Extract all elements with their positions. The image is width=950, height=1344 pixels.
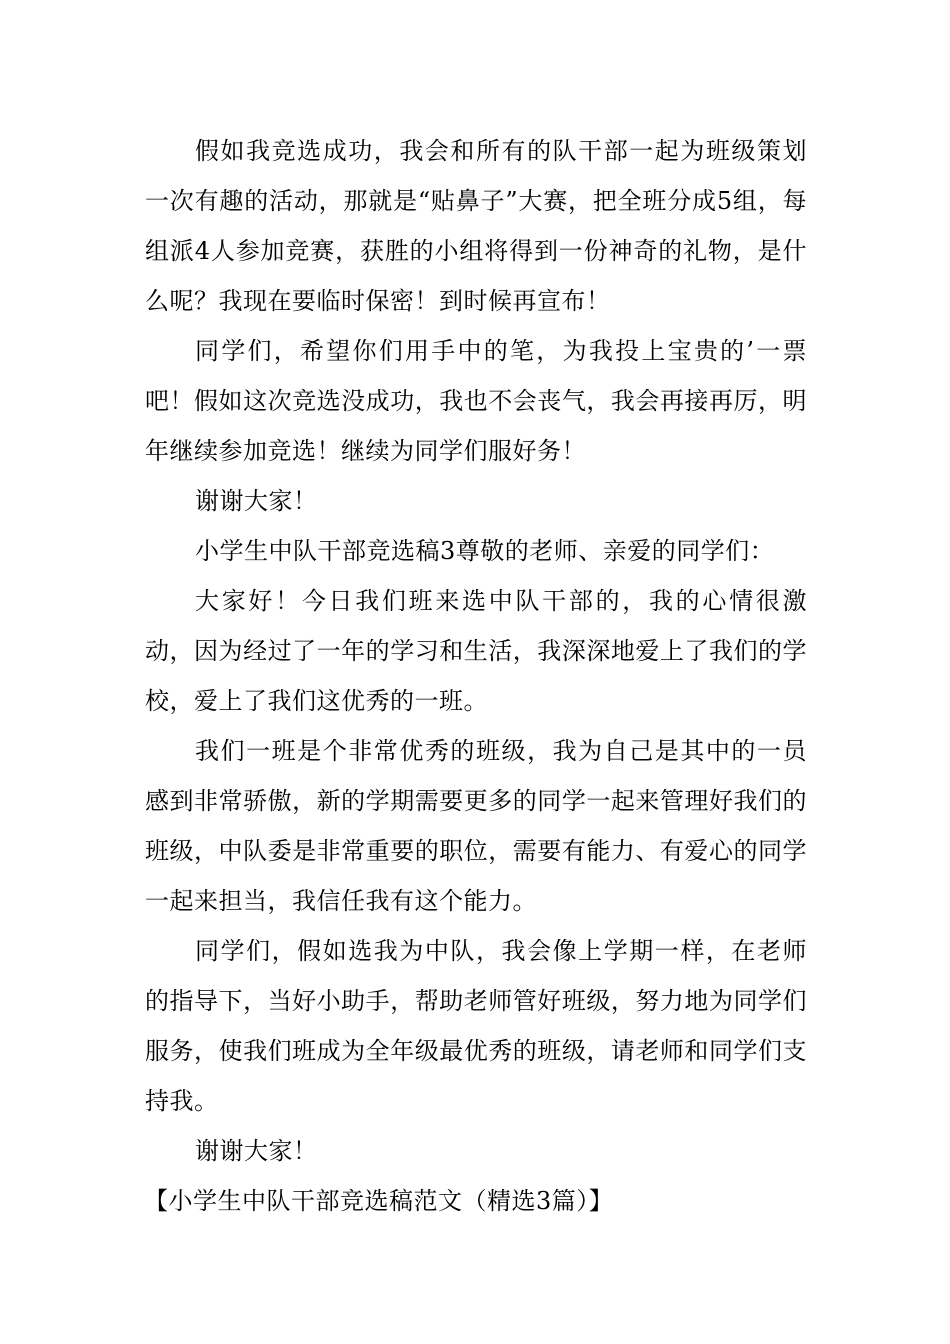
paragraph-class-pride: 我们一班是个非常优秀的班级，我为自己是其中的一员感到非常骄傲，新的学期需要更多的同学一起来管理好我们的班级，中队委是非常重要的职位，需要有能力、有爱心的同学一起来担当，我信任我有这个能力。 — [145, 737, 807, 915]
paragraph-thanks-1: 谢谢大家！ — [195, 487, 318, 515]
paragraph-promise: 同学们，假如选我为中队，我会像上学期一样，在老师的指导下，当好小助手，帮助老师管好班级，努力地为同学们服务，使我们班成为全年级最优秀的班级，请老师和同学们支持我。 — [145, 937, 807, 1115]
paragraph-plan: 假如我竞选成功，我会和所有的队干部一起为班级策划一次有趣的活动，那就是“贴鼻子”大赛，把全班分成5组，每组派4人参加竞赛，获胜的小组将得到一份神奇的礼物，是什么呢？我现在要临时保密！到时候再宣布！ — [145, 137, 807, 315]
paragraph-speech-3-title: 小学生中队干部竞选稿3尊敬的老师、亲爱的同学们： — [195, 537, 775, 565]
document-body — [145, 126, 807, 1226]
paragraph-vote-request: 同学们，希望你们用手中的笔，为我投上宝贵的’一票吧！假如这次竞选没成功，我也不会丧气，我会再接再厉，明年继续参加竞选！继续为同学们服好务！ — [145, 337, 807, 465]
paragraph-greeting: 大家好！今日我们班来选中队干部的，我的心情很激动，因为经过了一年的学习和生活，我深深地爱上了我们的学校，爱上了我们这优秀的一班。 — [145, 587, 807, 715]
paragraph-thanks-2: 谢谢大家！ — [195, 1137, 318, 1165]
document-footer-title: 【小学生中队干部竞选稿范文（精选3篇）】 — [144, 1187, 614, 1215]
